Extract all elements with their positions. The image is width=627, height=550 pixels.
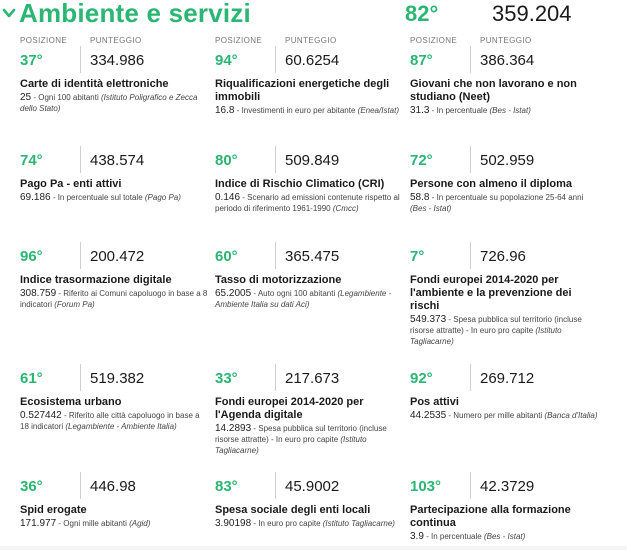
- indicator-score: 519.382: [90, 370, 145, 387]
- indicator-score: 334.986: [90, 52, 145, 69]
- indicator-name: Indice di Rischio Climatico (CRI) 0.146 - Scenario ad emissioni contenute rispetto al periodo di riferimento 1961-1990 (Cmcc): [215, 178, 405, 214]
- indicator-rank: 83°: [215, 478, 238, 495]
- indicator-name: Spid erogate 171.977 - Ogni mille abitanti (Agid): [20, 504, 210, 529]
- indicator-name: Carte di identità elettroniche 25 - Ogni 100 abitanti (Istituto Poligrafico e Zecca dello Stato): [20, 78, 210, 114]
- divider: [470, 242, 471, 269]
- indicator-score: 269.712: [480, 370, 535, 387]
- score-label: PUNTEGGIO: [90, 36, 142, 45]
- indicator-name: Spesa sociale degli enti locali 3.90198 - In euro pro capite (Istituto Tagliacarne): [215, 504, 405, 529]
- divider: [275, 364, 276, 391]
- indicator-name: Indice trasormazione digitale 308.759 - Riferito ai Comuni capoluogo in base a 8 indicatori (Forum Pa): [20, 274, 210, 310]
- divider: [275, 472, 276, 499]
- indicator-rank: 80°: [215, 152, 238, 169]
- indicator-name: Ecosistema urbano 0.527442 - Riferito alle città capoluogo in base a 18 indicatori (Legambiente - Ambiente Italia): [20, 396, 210, 432]
- indicator-name: Pago Pa - enti attivi 69.186 - In percentuale sul totale (Pago Pa): [20, 178, 210, 203]
- indicator-rank: 60°: [215, 248, 238, 265]
- indicator-description: 308.759 - Riferito ai Comuni capoluogo in base a 8 indicatori (Forum Pa): [20, 288, 208, 309]
- position-label: POSIZIONE: [215, 36, 263, 45]
- indicator-description: 31.3 - In percentuale (Bes - Istat): [410, 105, 531, 116]
- indicator-score: 60.6254: [285, 52, 340, 69]
- indicator-description: 25 - Ogni 100 abitanti (Istituto Poligrafico e Zecca dello Stato): [20, 92, 198, 113]
- indicator-rank: 96°: [20, 248, 43, 265]
- indicator-description: 58.8 - In percentuale su popolazione 25-64 anni (Bes - Istat): [410, 192, 584, 213]
- divider: [470, 364, 471, 391]
- indicator-name: Giovani che non lavorano e non studiano (Neet) 31.3 - In percentuale (Bes - Istat): [410, 78, 600, 116]
- indicator-name: Partecipazione alla formazione continua 3.9 - In percentuale (Bes - Istat): [410, 504, 600, 542]
- indicator-rank: 87°: [410, 52, 433, 69]
- indicator-score: 509.849: [285, 152, 340, 169]
- indicator-score: 726.96: [480, 248, 526, 265]
- indicator-rank: 61°: [20, 370, 43, 387]
- indicator-description: 44.2535 - Numero per mille abitanti (Banca d'Italia): [410, 410, 598, 421]
- section-header: [0, 0, 627, 30]
- indicator-rank: 33°: [215, 370, 238, 387]
- divider: [470, 472, 471, 499]
- divider: [80, 472, 81, 499]
- indicator-score: 446.98: [90, 478, 136, 495]
- indicator-rank: 103°: [410, 478, 442, 495]
- position-label: POSIZIONE: [20, 36, 68, 45]
- indicator-rank: 74°: [20, 152, 43, 169]
- indicator-score: 200.472: [90, 248, 145, 265]
- indicator-description: 16.8 - Investimenti in euro per abitante (Enea/Istat): [215, 105, 400, 116]
- indicator-description: 171.977 - Ogni mille abitanti (Agid): [20, 518, 151, 529]
- indicator-score: 45.9002: [285, 478, 340, 495]
- indicator-score: 42.3729: [480, 478, 535, 495]
- indicator-name: Riqualificazioni energetiche degli immobili 16.8 - Investimenti in euro per abitante (Enea/Istat): [215, 78, 405, 116]
- divider: [470, 146, 471, 173]
- indicator-score: 438.574: [90, 152, 145, 169]
- indicator-description: 3.9 - In percentuale (Bes - Istat): [410, 531, 526, 542]
- indicator-score: 365.475: [285, 248, 340, 265]
- section-title[interactable]: Ambiente e servizi: [19, 0, 251, 28]
- indicator-score: 217.673: [285, 370, 340, 387]
- position-label: POSIZIONE: [410, 36, 458, 45]
- indicator-name: Fondi europei 2014-2020 per l'Agenda digitale 14.2893 - Spesa pubblica sul territorio (incluse risorse attratte) - In euro pro capite (Istituto Tagliacarne): [215, 396, 405, 456]
- indicator-name: Pos attivi 44.2535 - Numero per mille abitanti (Banca d'Italia): [410, 396, 600, 421]
- score-label: PUNTEGGIO: [480, 36, 532, 45]
- divider: [275, 242, 276, 269]
- divider: [80, 242, 81, 269]
- divider: [275, 46, 276, 73]
- divider: [80, 46, 81, 73]
- indicator-rank: 36°: [20, 478, 43, 495]
- divider: [470, 46, 471, 73]
- indicator-description: 0.146 - Scenario ad emissioni contenute rispetto al periodo di riferimento 1961-1990 (Cmcc): [215, 192, 400, 213]
- divider: [80, 364, 81, 391]
- divider: [275, 146, 276, 173]
- page-bottom-edge: [0, 546, 627, 550]
- indicator-rank: 37°: [20, 52, 43, 69]
- indicator-score: 386.364: [480, 52, 535, 69]
- indicator-rank: 7°: [410, 248, 425, 265]
- indicator-description: 0.527442 - Riferito alle città capoluogo in base a 18 indicatori (Legambiente - Ambiente Italia): [20, 410, 200, 431]
- chevron-down-icon[interactable]: [2, 6, 16, 20]
- indicator-description: 69.186 - In percentuale sul totale (Pago Pa): [20, 192, 181, 203]
- indicator-name: Tasso di motorizzazione 65.2005 - Auto ogni 100 abitanti (Legambiente - Ambiente Italia su dati Aci): [215, 274, 405, 310]
- indicator-name: Persone con almeno il diploma 58.8 - In percentuale su popolazione 25-64 anni (Bes - Istat): [410, 178, 600, 214]
- indicator-description: 549.373 - Spesa pubblica sul territorio (incluse risorse attratte) - In euro pro capite (Istituto Tagliacarne): [410, 314, 582, 346]
- divider: [80, 146, 81, 173]
- indicator-description: 14.2893 - Spesa pubblica sul territorio (incluse risorse attratte) - In euro pro capite (Istituto Tagliacarne): [215, 423, 387, 455]
- indicator-description: 3.90198 - In euro pro capite (Istituto Tagliacarne): [215, 518, 395, 529]
- indicator-description: 65.2005 - Auto ogni 100 abitanti (Legambiente - Ambiente Italia su dati Aci): [215, 288, 392, 309]
- indicator-rank: 92°: [410, 370, 433, 387]
- total-score: 359.204: [492, 1, 572, 26]
- total-rank: 82°: [405, 1, 439, 26]
- indicator-rank: 72°: [410, 152, 433, 169]
- indicator-rank: 94°: [215, 52, 238, 69]
- score-label: PUNTEGGIO: [285, 36, 337, 45]
- indicator-name: Fondi europei 2014-2020 per l'ambiente e la prevenzione dei rischi 549.373 - Spesa pubblica sul territorio (incluse risorse attratte) - In euro pro capite (Istituto Tagliacarne): [410, 274, 600, 347]
- indicator-score: 502.959: [480, 152, 535, 169]
